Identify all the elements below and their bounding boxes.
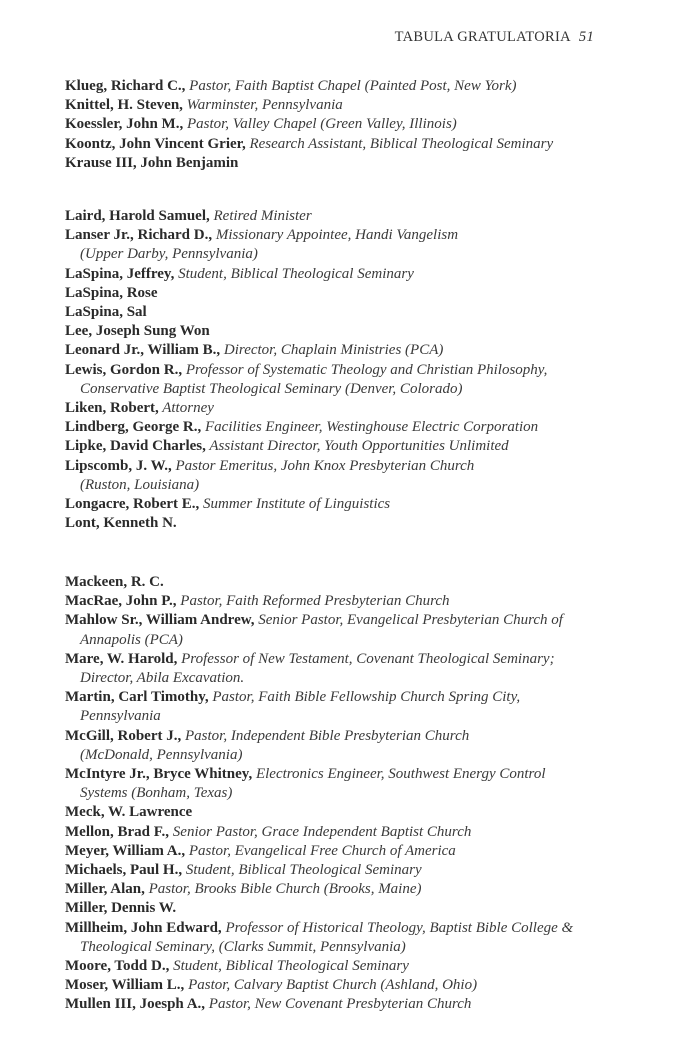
entry-name: McIntyre Jr., Bryce Whitney, [65, 766, 253, 783]
entry-description: Senior Pastor, Evangelical Presbyterian Church of [254, 612, 563, 629]
list-item [65, 495, 645, 514]
list-item [65, 418, 645, 437]
entry-description: Professor of New Testament, Covenant Theological Seminary; [177, 650, 555, 667]
list-item [65, 573, 645, 592]
entry-description: Pastor, Faith Bible Fellowship Church Spring City, [208, 689, 521, 706]
list-item [65, 77, 645, 96]
entry-description: Student, Biblical Theological Seminary [169, 958, 409, 975]
list-item [65, 303, 645, 322]
entry-continuation: Theological Seminary, (Clarks Summit, Pennsylvania) [80, 938, 406, 955]
entry-name: Mullen III, Joesph A., [65, 996, 206, 1013]
entry-description: Assistant Director, Youth Opportunities Unlimited [205, 438, 509, 455]
entry-name: Martin, Carl Timothy, [65, 689, 209, 706]
entry-name: Koontz, John Vincent Grier, [65, 135, 246, 152]
entry-name: Lanser Jr., Richard D., [65, 227, 213, 244]
entry-continuation: Pennsylvania [80, 708, 161, 725]
section-l [65, 207, 645, 533]
entry-description: Attorney [158, 400, 214, 417]
entry-description: Pastor Emeritus, John Knox Presbyterian Church [171, 457, 475, 474]
running-header [395, 29, 594, 46]
list-item [65, 957, 645, 976]
entry-name: Klueg, Richard C., [65, 78, 186, 94]
entry-name: Leonard Jr., William B., [65, 342, 221, 359]
list-item [65, 437, 645, 456]
entry-name: Millheim, John Edward, [65, 919, 222, 936]
entry-description: Student, Biblical Theological Seminary [182, 862, 422, 879]
entry-description: Retired Minister [209, 208, 312, 224]
list-item [65, 226, 645, 264]
entry-name: Krause III, John Benjamin [65, 154, 239, 171]
list-item [65, 592, 645, 611]
list-item [65, 399, 645, 418]
entry-name: Mahlow Sr., William Andrew, [65, 612, 255, 629]
entry-description: Professor of Historical Theology, Baptist Bible College & [221, 919, 574, 936]
entry-name: Meck, W. Lawrence [65, 804, 193, 821]
list-item [65, 650, 645, 688]
list-item [65, 457, 645, 495]
entry-name: Koessler, John M., [65, 116, 184, 133]
list-item [65, 284, 645, 303]
entry-description: Research Assistant, Biblical Theological Seminary [245, 135, 554, 152]
entry-description: Director, Chaplain Ministries (PCA) [220, 342, 444, 359]
entry-description: Pastor, Faith Reformed Presbyterian Church [176, 593, 450, 610]
entry-name: McGill, Robert J., [65, 727, 182, 744]
entry-name: Meyer, William A., [65, 842, 186, 859]
entry-continuation: Conservative Baptist Theological Seminary (Denver, Colorado) [80, 380, 463, 397]
entry-name: Lont, Kenneth N. [65, 515, 177, 532]
entry-description: Summer Institute of Linguistics [199, 496, 391, 513]
list-item [65, 96, 645, 115]
entry-continuation: (Ruston, Louisiana) [80, 476, 200, 493]
list-item [65, 919, 645, 957]
list-item [65, 880, 645, 899]
list-item [65, 861, 645, 880]
entry-name: Lipke, David Charles, [65, 438, 206, 455]
entry-name: Moser, William L., [65, 977, 185, 994]
page-number: 51 [578, 29, 594, 45]
entry-name: Lee, Joseph Sung Won [65, 323, 210, 340]
entry-continuation: Annapolis (PCA) [80, 631, 183, 648]
list-item [65, 207, 645, 226]
entry-name: Liken, Robert, [65, 400, 159, 417]
list-item [65, 976, 645, 995]
entry-description: Pastor, Valley Chapel (Green Valley, Illinois) [183, 116, 457, 133]
entry-description: Student, Biblical Theological Seminary [174, 265, 414, 282]
entry-name: Mackeen, R. C. [65, 574, 164, 590]
list-item [65, 611, 645, 649]
entry-name: LaSpina, Jeffrey, [65, 265, 175, 282]
list-item [65, 727, 645, 765]
list-item [65, 995, 645, 1014]
section-m [65, 573, 645, 1015]
entry-name: LaSpina, Sal [65, 304, 147, 321]
entry-continuation: Systems (Bonham, Texas) [80, 785, 233, 802]
entry-description: Facilities Engineer, Westinghouse Electric Corporation [201, 419, 539, 436]
entry-description: Electronics Engineer, Southwest Energy Control [252, 766, 546, 783]
entry-name: Lindberg, George R., [65, 419, 202, 436]
entry-name: Moore, Todd D., [65, 958, 170, 975]
entry-description: Missionary Appointee, Handi Vangelism [212, 227, 459, 244]
entry-description: Senior Pastor, Grace Independent Baptist Church [169, 823, 472, 840]
running-title: TABULA GRATULATORIA [394, 29, 571, 45]
entry-name: Longacre, Robert E., [65, 496, 200, 513]
entry-name: Lipscomb, J. W., [65, 457, 172, 474]
entry-name: Mellon, Brad F., [65, 823, 170, 840]
list-item [65, 154, 645, 173]
entry-continuation: Director, Abila Excavation. [80, 670, 245, 687]
entry-continuation: (McDonald, Pennsylvania) [80, 746, 243, 763]
list-item [65, 115, 645, 134]
list-item [65, 265, 645, 284]
entry-description: Professor of Systematic Theology and Christian Philosophy, [182, 361, 548, 378]
list-item [65, 823, 645, 842]
entry-description: Pastor, Evangelical Free Church of America [185, 842, 456, 859]
entry-continuation: (Upper Darby, Pennsylvania) [80, 246, 258, 263]
list-item [65, 514, 645, 533]
entry-name: Miller, Dennis W. [65, 900, 177, 917]
entry-name: MacRae, John P., [65, 593, 177, 610]
entry-name: Michaels, Paul H., [65, 862, 183, 879]
section-k [65, 77, 645, 173]
entry-name: Knittel, H. Steven, [65, 97, 183, 114]
entry-description: Pastor, Faith Baptist Chapel (Painted Post, New York) [185, 78, 517, 94]
entry-description: Pastor, Independent Bible Presbyterian Church [181, 727, 470, 744]
entry-description: Pastor, Brooks Bible Church (Brooks, Maine) [144, 881, 422, 898]
list-item [65, 135, 645, 154]
list-item [65, 322, 645, 341]
entry-name: Laird, Harold Samuel, [65, 208, 210, 224]
list-item [65, 842, 645, 861]
list-item [65, 688, 645, 726]
entry-name: Lewis, Gordon R., [65, 361, 183, 378]
list-item [65, 361, 645, 399]
entry-name: Mare, W. Harold, [65, 650, 178, 667]
list-item [65, 341, 645, 360]
entry-name: LaSpina, Rose [65, 284, 158, 301]
list-item [65, 899, 645, 918]
entry-description: Pastor, New Covenant Presbyterian Church [205, 996, 472, 1013]
entry-description: Warminster, Pennsylvania [182, 97, 343, 114]
entry-name: Miller, Alan, [65, 881, 145, 898]
entry-description: Pastor, Calvary Baptist Church (Ashland, Ohio) [184, 977, 478, 994]
list-item [65, 803, 645, 822]
list-item [65, 765, 645, 803]
